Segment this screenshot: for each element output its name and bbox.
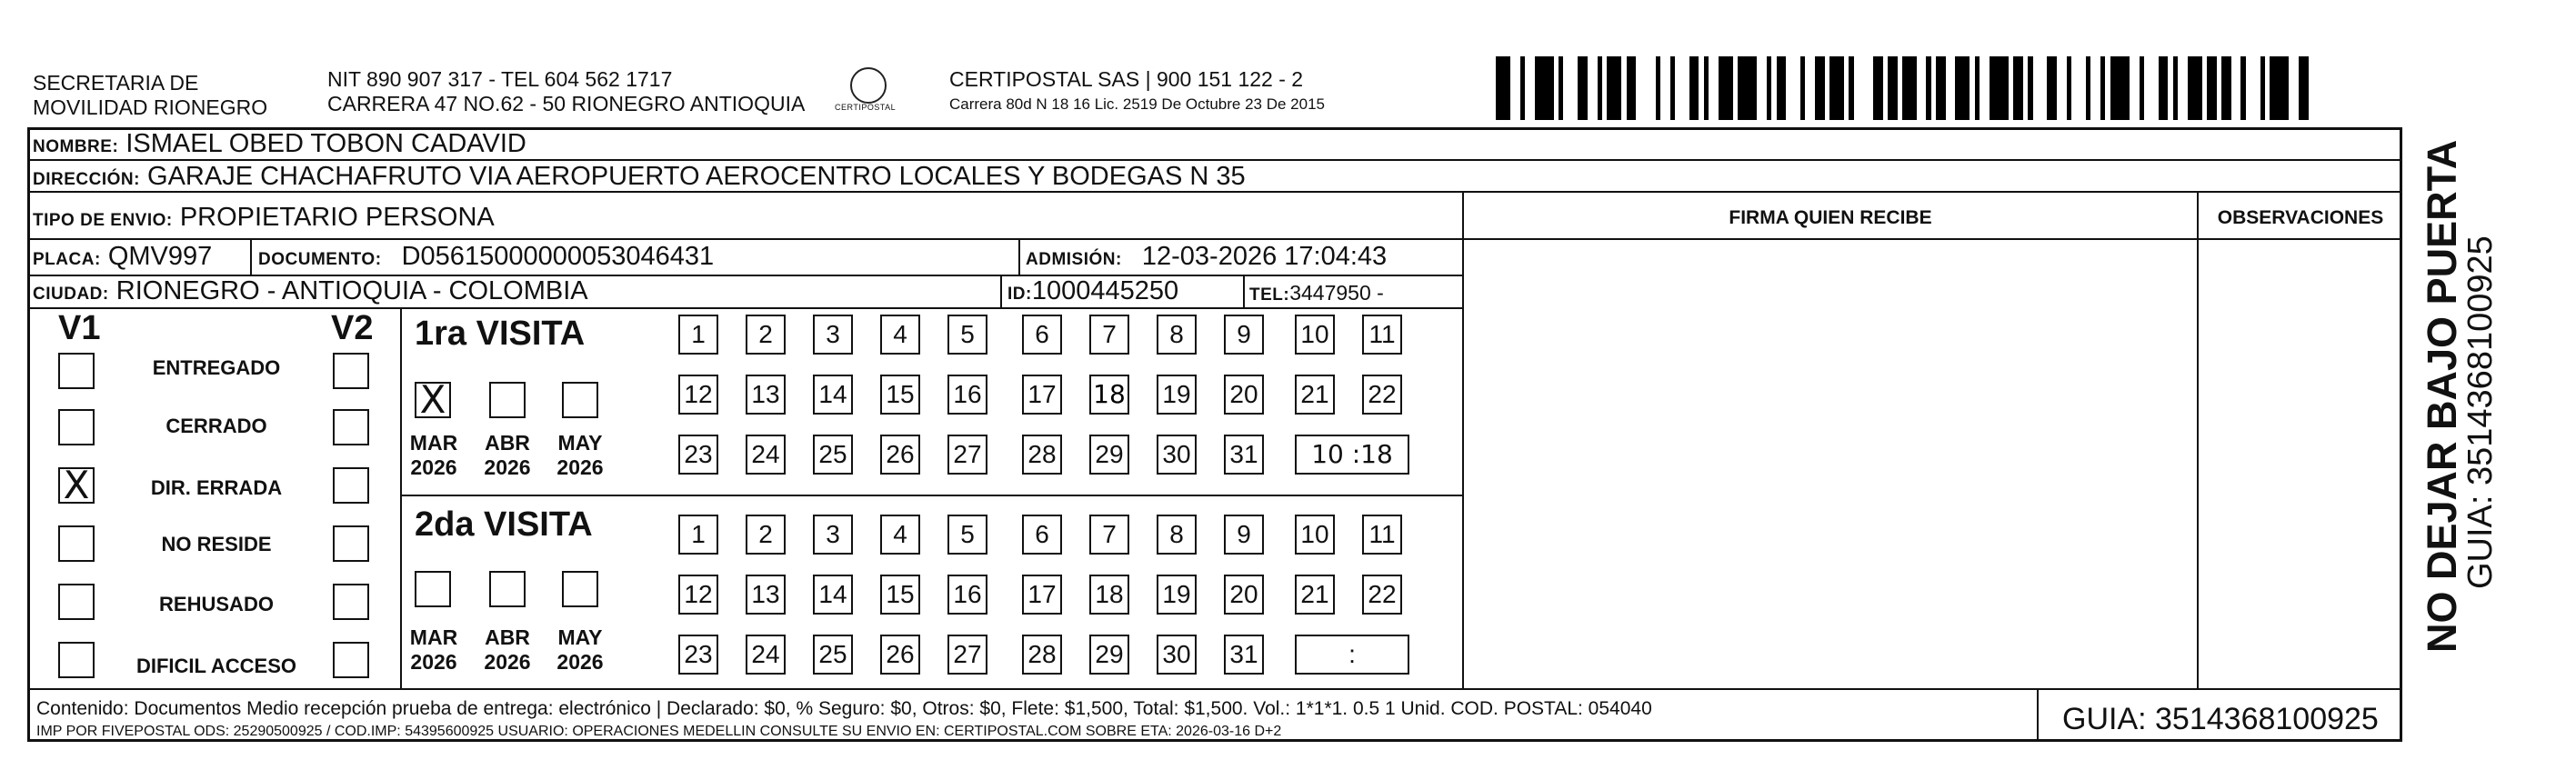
barcode-bar bbox=[1946, 56, 1956, 120]
second-visit-day-box[interactable]: 17 bbox=[1022, 575, 1062, 615]
barcode-bar bbox=[2033, 56, 2048, 120]
barcode-bar bbox=[1990, 56, 2009, 120]
first-visit-day-box[interactable]: 7 bbox=[1089, 315, 1129, 355]
first-visit-day-box[interactable]: 23 bbox=[678, 435, 718, 475]
first-visit-day-box[interactable]: 16 bbox=[947, 375, 987, 415]
documento-cell bbox=[258, 241, 714, 275]
barcode-bar bbox=[1738, 56, 1757, 120]
second-visit-day-box[interactable]: 19 bbox=[1157, 575, 1197, 615]
sender-line-1: SECRETARIA DE bbox=[33, 71, 199, 95]
admision-cell bbox=[1026, 241, 1387, 275]
barcode-bar bbox=[2071, 56, 2086, 120]
guia-number: GUIA: 3514368100925 bbox=[2062, 702, 2379, 736]
barcode-bar bbox=[2130, 56, 2140, 120]
second-visit-day-box[interactable]: 13 bbox=[746, 575, 786, 615]
second-month-label: ABR 2026 bbox=[484, 625, 531, 674]
barcode-bar bbox=[1917, 56, 1927, 120]
second-visit-day-box[interactable]: 14 bbox=[813, 575, 853, 615]
second-visit-day-box[interactable]: 2 bbox=[746, 515, 786, 555]
admision-label: ADMISIÓN: bbox=[1026, 250, 1122, 269]
second-visit-day-box[interactable]: 15 bbox=[880, 575, 920, 615]
barcode-bar bbox=[1588, 56, 1598, 120]
first-visit-day-box[interactable]: 1 bbox=[678, 315, 718, 355]
firma-header: FIRMA QUIEN RECIBE bbox=[1729, 207, 1932, 228]
id-cell bbox=[1007, 275, 1178, 310]
documento-label: DOCUMENTO: bbox=[258, 250, 382, 269]
second-visit-month-mar[interactable] bbox=[415, 571, 451, 607]
first-visit-day-box[interactable]: 20 bbox=[1224, 375, 1264, 415]
barcode-bar bbox=[1829, 56, 1844, 120]
sender-line-2: MOVILIDAD RIONEGRO bbox=[33, 95, 268, 119]
nombre-label: NOMBRE: bbox=[33, 137, 119, 156]
first-visit-day-box[interactable]: 11 bbox=[1362, 315, 1402, 355]
barcode-bar bbox=[1675, 56, 1689, 120]
status-label-dir-errada: DIR. ERRADA bbox=[150, 476, 283, 499]
ciudad-value: RIONEGRO - ANTIOQUIA - COLOMBIA bbox=[115, 276, 588, 305]
second-visit-day-box[interactable]: 27 bbox=[947, 635, 987, 675]
second-visit-day-box[interactable]: 1 bbox=[678, 515, 718, 555]
barcode-bar bbox=[1607, 56, 1621, 120]
side-guia-number: GUIA: 3514368100925 bbox=[2461, 235, 2500, 589]
barcode-bar bbox=[2144, 56, 2159, 120]
first-visit-day-box[interactable]: 26 bbox=[880, 435, 920, 475]
id-value: 1000445250 bbox=[1031, 276, 1179, 305]
placa-label: PLACA: bbox=[33, 250, 101, 269]
ciudad-label: CIUDAD: bbox=[33, 285, 109, 304]
first-visit-day-box[interactable]: 19 bbox=[1157, 375, 1197, 415]
logo-text: CERTIPOSTAL bbox=[835, 103, 897, 112]
barcode-bar bbox=[1636, 56, 1655, 120]
barcode-bar bbox=[1902, 56, 1917, 120]
barcode-bar bbox=[1805, 56, 1815, 120]
tel-cell bbox=[1249, 277, 1384, 311]
v1-checkbox-cerrado[interactable] bbox=[58, 409, 95, 445]
column-divider bbox=[1462, 191, 1464, 688]
v2-checkbox-dificil-acceso[interactable] bbox=[333, 642, 369, 678]
tipo-envio-label: TIPO DE ENVIO: bbox=[33, 211, 173, 230]
status-label-dificil-acceso: DIFICIL ACCESO bbox=[135, 655, 296, 677]
second-visit-month-may[interactable] bbox=[562, 571, 598, 607]
documento-value: D05615000000053046431 bbox=[401, 242, 715, 271]
first-visit-day-box[interactable]: 28 bbox=[1022, 435, 1062, 475]
certipostal-logo-icon bbox=[850, 67, 887, 104]
courier-license: Carrera 80d N 18 16 Lic. 2519 De Octubre 23 De 2015 bbox=[949, 95, 1325, 113]
tel-label: TEL: bbox=[1249, 285, 1290, 305]
barcode-bar bbox=[1786, 56, 1800, 120]
first-visit-day-box[interactable]: 5 bbox=[947, 315, 987, 355]
second-visit-day-box[interactable]: 3 bbox=[813, 515, 853, 555]
first-visit-month-may[interactable] bbox=[562, 382, 598, 418]
first-visit-day-box[interactable]: 18 bbox=[1089, 375, 1129, 415]
first-month-label: ABR 2026 bbox=[484, 431, 531, 479]
first-visit-day-box[interactable]: 12 bbox=[678, 375, 718, 415]
barcode-bar bbox=[1627, 56, 1637, 120]
row-divider bbox=[400, 495, 1464, 496]
nombre-value: ISMAEL OBED TOBON CADAVID bbox=[125, 129, 526, 158]
column-divider bbox=[400, 307, 402, 688]
second-visit-day-box[interactable]: 26 bbox=[880, 635, 920, 675]
barcode-bar bbox=[2013, 56, 2023, 120]
row-divider bbox=[27, 688, 2402, 690]
first-visit-day-box[interactable]: 4 bbox=[880, 315, 920, 355]
second-visit-day-box[interactable]: 9 bbox=[1224, 515, 1264, 555]
barcode-bar bbox=[1496, 56, 1510, 120]
direccion-row bbox=[33, 161, 1246, 195]
barcode-bar bbox=[1854, 56, 1873, 120]
first-visit-day-box[interactable]: 22 bbox=[1362, 375, 1402, 415]
barcode-bar bbox=[2178, 56, 2188, 120]
barcode-bar bbox=[1888, 56, 1898, 120]
barcode-bar bbox=[1535, 56, 1554, 120]
tipo-envio-row bbox=[33, 202, 495, 236]
column-divider bbox=[1000, 275, 1002, 307]
barcode-bar bbox=[2159, 56, 2169, 120]
second-visit-day-box[interactable]: 28 bbox=[1022, 635, 1062, 675]
first-visit-day-box[interactable]: 24 bbox=[746, 435, 786, 475]
first-visit-day-box[interactable]: 13 bbox=[746, 375, 786, 415]
direccion-value: GARAJE CHACHAFRUTO VIA AEROPUERTO AEROCENTRO LOCALES Y BODEGAS N 35 bbox=[147, 162, 1246, 191]
direccion-label: DIRECCIÓN: bbox=[33, 170, 140, 189]
first-visit-day-box[interactable]: 31 bbox=[1224, 435, 1264, 475]
second-visit-day-box[interactable]: 4 bbox=[880, 515, 920, 555]
v1-checkbox-rehusado[interactable] bbox=[58, 584, 95, 620]
second-visit-day-box[interactable]: 24 bbox=[746, 635, 786, 675]
barcode-bar bbox=[1709, 56, 1719, 120]
content-details: Contenido: Documentos Medio recepción prueba de entrega: electrónico | Declarado: $0, % Seguro: $0, Otros: $0, Flete: $1,500, Total: $1,500. Vol.: 1*1*1. 0.5 1 Unid. COD. POSTAL: 054040 bbox=[36, 698, 1652, 719]
barcode-bar bbox=[1563, 56, 1578, 120]
second-visit-day-box[interactable]: 21 bbox=[1295, 575, 1335, 615]
barcode-bar bbox=[2221, 56, 2231, 120]
second-visit-day-box[interactable]: 22 bbox=[1362, 575, 1402, 615]
second-visit-title: 2da VISITA bbox=[415, 505, 593, 544]
barcode-bar bbox=[2207, 56, 2217, 120]
v1-checkbox-entregado[interactable] bbox=[58, 353, 95, 389]
row-divider bbox=[27, 238, 2402, 240]
barcode-bar bbox=[1510, 56, 1520, 120]
first-visit-day-box[interactable]: 3 bbox=[813, 315, 853, 355]
barcode-bar bbox=[1578, 56, 1588, 120]
courier-block bbox=[949, 67, 1325, 116]
barcode-bar bbox=[2231, 56, 2241, 120]
barcode-bar bbox=[1660, 56, 1670, 120]
first-visit-day-box[interactable]: 15 bbox=[880, 375, 920, 415]
second-visit-day-box[interactable]: 12 bbox=[678, 575, 718, 615]
status-label-entregado: ENTREGADO bbox=[152, 356, 281, 379]
second-visit-day-box[interactable]: 6 bbox=[1022, 515, 1062, 555]
barcode-bar bbox=[2270, 56, 2289, 120]
first-visit-month-abr[interactable] bbox=[489, 382, 526, 418]
first-visit-time-box[interactable]: 10 :18 bbox=[1295, 435, 1409, 475]
first-visit-day-box[interactable]: 9 bbox=[1224, 315, 1264, 355]
column-divider bbox=[2197, 191, 2199, 688]
first-visit-day-box[interactable]: 25 bbox=[813, 435, 853, 475]
barcode bbox=[1496, 56, 2314, 120]
v2-checkbox-entregado[interactable] bbox=[333, 353, 369, 389]
placa-value: QMV997 bbox=[107, 242, 213, 271]
first-visit-day-box[interactable]: 8 bbox=[1157, 315, 1197, 355]
barcode-bar bbox=[2309, 56, 2313, 120]
column-divider bbox=[2037, 688, 2039, 742]
barcode-bar bbox=[1689, 56, 1699, 120]
admision-value: 12-03-2026 17:04:43 bbox=[1141, 242, 1388, 271]
barcode-bar bbox=[2289, 56, 2299, 120]
first-visit-day-box[interactable]: 27 bbox=[947, 435, 987, 475]
barcode-bar bbox=[2090, 56, 2100, 120]
second-visit-day-box[interactable]: 8 bbox=[1157, 515, 1197, 555]
barcode-bar bbox=[2047, 56, 2057, 120]
second-visit-time-box[interactable]: : bbox=[1295, 635, 1409, 675]
sender-address-block bbox=[327, 67, 805, 116]
status-label-no-reside: NO RESIDE bbox=[161, 533, 272, 555]
v1-header: V1 bbox=[58, 309, 101, 347]
first-visit-day-box[interactable]: 29 bbox=[1089, 435, 1129, 475]
placa-cell bbox=[33, 241, 212, 275]
barcode-bar bbox=[2188, 56, 2202, 120]
barcode-bar bbox=[1955, 56, 1970, 120]
first-visit-day-box[interactable]: 10 bbox=[1295, 315, 1335, 355]
v2-header: V2 bbox=[331, 309, 374, 347]
column-divider bbox=[1018, 238, 1020, 275]
second-visit-day-box[interactable]: 23 bbox=[678, 635, 718, 675]
first-visit-day-box[interactable]: 21 bbox=[1295, 375, 1335, 415]
second-month-label: MAR 2026 bbox=[409, 625, 458, 674]
first-visit-day-box[interactable]: 30 bbox=[1157, 435, 1197, 475]
barcode-bar bbox=[1757, 56, 1767, 120]
ciudad-cell bbox=[33, 275, 588, 310]
no-dejar-bajo-puerta-warning: NO DEJAR BAJO PUERTA bbox=[2419, 139, 2465, 653]
barcode-bar bbox=[1980, 56, 1990, 120]
second-visit-day-box[interactable]: 7 bbox=[1089, 515, 1129, 555]
barcode-bar bbox=[2299, 56, 2309, 120]
column-divider bbox=[1243, 275, 1245, 307]
barcode-bar bbox=[2110, 56, 2130, 120]
first-visit-day-box[interactable]: 14 bbox=[813, 375, 853, 415]
second-visit-day-box[interactable]: 5 bbox=[947, 515, 987, 555]
second-visit-day-box[interactable]: 31 bbox=[1224, 635, 1264, 675]
barcode-bar bbox=[1873, 56, 1883, 120]
second-visit-day-box[interactable]: 18 bbox=[1089, 575, 1129, 615]
nombre-row bbox=[33, 128, 526, 163]
second-month-label: MAY 2026 bbox=[556, 625, 604, 674]
second-visit-month-abr[interactable] bbox=[489, 571, 526, 607]
observaciones-header: OBSERVACIONES bbox=[2217, 207, 2384, 228]
nit-line: NIT 890 907 317 - TEL 604 562 1717 bbox=[327, 67, 673, 91]
v1-checkbox-dificil-acceso[interactable] bbox=[58, 642, 95, 678]
tel-value: 3447950 - bbox=[1289, 281, 1384, 305]
barcode-bar bbox=[1525, 56, 1535, 120]
address-line: CARRERA 47 NO.62 - 50 RIONEGRO ANTIOQUIA bbox=[327, 92, 806, 115]
second-visit-day-box[interactable]: 11 bbox=[1362, 515, 1402, 555]
second-visit-day-box[interactable]: 25 bbox=[813, 635, 853, 675]
print-details: IMP POR FIVEPOSTAL ODS: 25290500925 / COD.IMP: 54395600925 USUARIO: OPERACIONES MEDELLIN CONSULTE SU ENVIO EN: CERTIPOSTAL.COM SOBRE ETA: 2026-03-16 D+2 bbox=[36, 724, 1282, 739]
v2-checkbox-no-reside[interactable] bbox=[333, 525, 369, 562]
barcode-bar bbox=[1777, 56, 1787, 120]
first-visit-day-box[interactable]: 2 bbox=[746, 315, 786, 355]
v2-checkbox-rehusado[interactable] bbox=[333, 584, 369, 620]
second-visit-day-box[interactable]: 10 bbox=[1295, 515, 1335, 555]
first-visit-title: 1ra VISITA bbox=[415, 315, 586, 353]
v2-checkbox-dir-errada[interactable] bbox=[333, 467, 369, 504]
barcode-bar bbox=[1719, 56, 1733, 120]
v1-checkbox-dir-errada[interactable]: X bbox=[58, 467, 95, 504]
courier-name: CERTIPOSTAL SAS | 900 151 122 - 2 bbox=[949, 67, 1304, 91]
first-month-label: MAY 2026 bbox=[556, 431, 604, 479]
sender-block bbox=[33, 71, 267, 120]
tipo-envio-value: PROPIETARIO PERSONA bbox=[179, 203, 495, 232]
first-visit-day-box[interactable]: 6 bbox=[1022, 315, 1062, 355]
second-visit-day-box[interactable]: 20 bbox=[1224, 575, 1264, 615]
first-visit-month-mar[interactable]: X bbox=[415, 382, 451, 418]
second-visit-day-box[interactable]: 29 bbox=[1089, 635, 1129, 675]
first-visit-day-box[interactable]: 17 bbox=[1022, 375, 1062, 415]
column-divider bbox=[250, 238, 252, 275]
status-label-cerrado: CERRADO bbox=[165, 415, 267, 437]
second-visit-day-box[interactable]: 30 bbox=[1157, 635, 1197, 675]
status-label-rehusado: REHUSADO bbox=[159, 593, 274, 615]
v2-checkbox-cerrado[interactable] bbox=[333, 409, 369, 445]
id-label: ID: bbox=[1007, 285, 1032, 304]
first-month-label: MAR 2026 bbox=[409, 431, 458, 479]
second-visit-day-box[interactable]: 16 bbox=[947, 575, 987, 615]
v1-checkbox-no-reside[interactable] bbox=[58, 525, 95, 562]
barcode-bar bbox=[1936, 56, 1946, 120]
barcode-bar bbox=[2057, 56, 2067, 120]
barcode-bar bbox=[2246, 56, 2260, 120]
barcode-bar bbox=[1815, 56, 1825, 120]
